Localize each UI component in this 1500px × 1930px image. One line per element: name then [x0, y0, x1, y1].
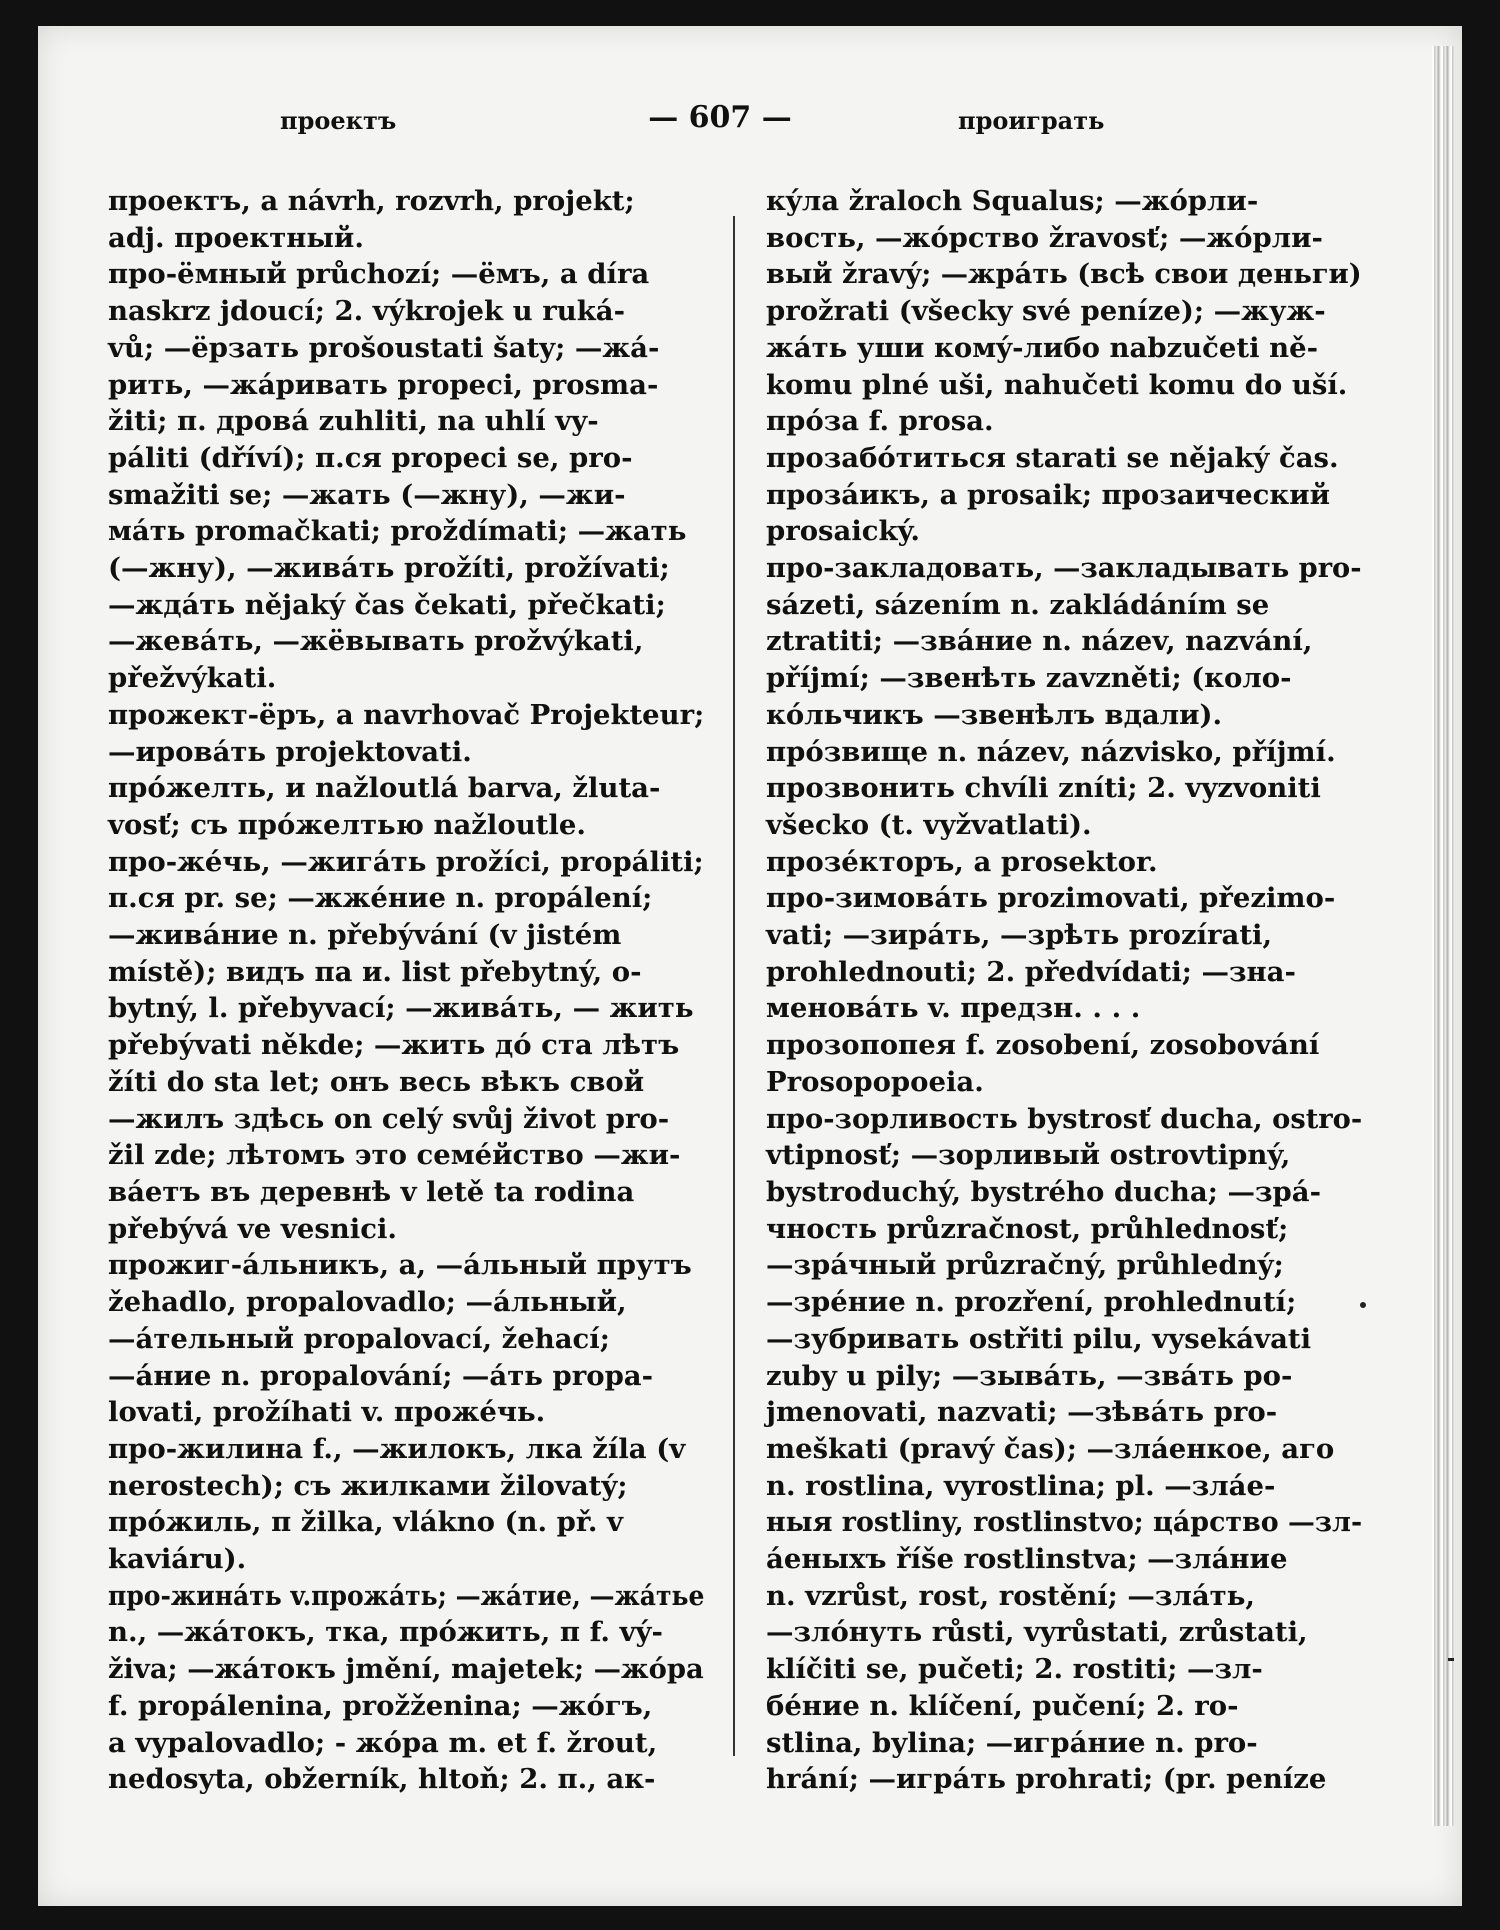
entry-line: прожиг-áльникъ, a, —áльный прутъ [108, 1249, 692, 1282]
entry-line: прожект-ёръ, a navrhovač Projekteur; [108, 698, 705, 731]
entry-line: všecko (t. vyžvatlati). [766, 808, 1092, 841]
entry-line: кýла žraloch Squalus; —жóрли- [766, 185, 1259, 217]
entry-line: про-зимовáть prozimovati, přezimo- [766, 882, 1336, 915]
entry-line: —зубривать ostřiti pilu, vysekávati [766, 1322, 1312, 1355]
entry-line: Prosopopoeia. [766, 1065, 984, 1098]
entry-line: vosť; съ прóжелтью nažloutle. [108, 808, 586, 841]
entry-line: про-закладовать, —закладывать pro- [766, 552, 1362, 585]
entry-line: klíčiti se, pučeti; 2. rostiti; —зл- [766, 1653, 1263, 1686]
entry-line: —зрéние n. prozření, prohlednutí; [766, 1286, 1297, 1319]
entry-line: hrání; —игрáть prohrati; (pr. peníze [766, 1763, 1327, 1796]
entry-line: bystroduchý, bystrého ducha; —зрá- [766, 1175, 1321, 1208]
dictionary-entry [108, 1431, 704, 1578]
entry-line: вый žravý; —жрáть (всѣ свои деньги) [766, 258, 1362, 291]
entry-line: про-жилина f., —жилокъ, лка žíla (v [108, 1432, 686, 1465]
entry-line: ztratiti; —звáние n. název, nazvání, [766, 625, 1313, 658]
dictionary-entry [766, 477, 1362, 550]
entry-line: žíti do sta let; онъ весь вѣкъ свой [108, 1065, 645, 1098]
entry-line: рить, —жáривать propeci, prosma- [108, 368, 659, 401]
entry-line: žil zde; лѣтомъ это семéйство —жи- [108, 1139, 681, 1172]
entry-line: jmenovati, nazvati; —зѣвáть pro- [766, 1396, 1278, 1429]
dictionary-entry [766, 1101, 1362, 1798]
entry-line: bytný, l. přebyvací; —живáть, — жить [108, 992, 694, 1025]
entry-line: vati; —зирáть, —зрѣть prozírati, [766, 919, 1273, 952]
entry-line: меновáть v. предзн. . . . [766, 992, 1141, 1025]
entry-line: вáетъ въ деревнѣ v letě ta rodina [108, 1175, 635, 1208]
entry-line: n. vzrůst, rost, rostění; —злáть, [766, 1579, 1255, 1612]
entry-line: (—жну), —живáть prožíti, prožívati; [108, 552, 670, 585]
entry-line: бéние n. klíčení, pučení; 2. ro- [766, 1689, 1239, 1722]
entry-line: lovati, prožíhati v. прожéчь. [108, 1396, 546, 1429]
entry-line: n., —жáтокъ, тка, прóжить, п f. vý- [108, 1616, 663, 1649]
dictionary-entry [108, 1247, 704, 1431]
entry-line: вость, —жóрство žravosť; —жóрли- [766, 221, 1323, 254]
entry-line: про-зорливость bystrosť ducha, ostro- [766, 1102, 1363, 1135]
entry-line: проектъ, a návrh, rozvrh, projekt; [108, 185, 635, 217]
entry-line: příjmí; —звенѣть zavzněti; (коло- [766, 662, 1292, 695]
column-rule [733, 216, 735, 1756]
entry-line: —ждáть nějaký čas čekati, přečkati; [108, 588, 666, 621]
entry-line: živa; —жáтокъ jmění, majetek; —жóра [108, 1653, 704, 1686]
entry-line: п.ся pr. se; —жжéние n. propálení; [108, 882, 653, 915]
entry-line: прозопопея f. zosobení, zosobování [766, 1029, 1320, 1062]
entry-line: páliti (dříví); п.ся propeci se, pro- [108, 441, 633, 474]
entry-line: a vypalovadlo; - жóра m. et f. žrout, [108, 1726, 658, 1759]
right-column [766, 183, 1363, 1796]
entry-line: прозáикъ, a prosaik; прозаический [766, 478, 1331, 511]
entry-line: —жевáть, —жёвывать prožvýkati, [108, 625, 644, 658]
entry-line: prohlednouti; 2. předvídati; —зна- [766, 955, 1296, 988]
entry-line: nerostech); съ жилками žilovatý; [108, 1469, 628, 1502]
page-edge-stack [1432, 46, 1454, 1826]
entry-line: жáть уши комý-либо nabzučeti ně- [766, 331, 1319, 364]
left-column [108, 183, 705, 1796]
entry-line: про-жéчь, —жигáть prožíci, propáliti; [108, 845, 704, 878]
entry-line: —жилъ здѣсь on celý svůj život pro- [108, 1102, 670, 1135]
dictionary-entry [108, 697, 704, 770]
entry-line: f. propálenina, prožženina; —жóгъ, [108, 1689, 653, 1722]
dictionary-entry [766, 1027, 1362, 1100]
entry-line: kaviáru). [108, 1543, 247, 1576]
entry-line: прóжелть, и nažloutlá barva, žluta- [108, 772, 661, 805]
entry-line: vů; —ёрзать prošoustati šaty; —жá- [108, 331, 660, 364]
entry-line: prosaický. [766, 515, 921, 548]
entry-line: прóзвище n. název, názvisko, příjmí. [766, 735, 1336, 768]
entry-line: прозабóтиться starati se nějaký čas. [766, 441, 1339, 474]
entry-line: prožrati (všecky své peníze); —жуж- [766, 295, 1326, 328]
entry-line: —ировáть projektovati. [108, 735, 472, 768]
dictionary-entry [766, 844, 1362, 881]
entry-line: n. rostlina, vyrostlina; pl. —злáе- [766, 1469, 1276, 1502]
dictionary-entry [766, 770, 1362, 843]
entry-line: přežvýkati. [108, 662, 277, 695]
running-head-right: проиграть [958, 106, 1105, 135]
ink-speck [1360, 1302, 1366, 1308]
entry-line: komu plné uši, nahučeti komu do uší. [766, 368, 1348, 401]
entry-line: sázeti, sázením n. zakládáním se [766, 588, 1270, 621]
entry-line: чность průzračnost, průhlednosť; [766, 1212, 1289, 1245]
dictionary-entry [108, 183, 704, 256]
dictionary-entry [766, 403, 1362, 440]
entry-line: ныя rostliny, rostlinstvo; цáрство —зл- [766, 1506, 1363, 1539]
dictionary-entry [766, 880, 1362, 1027]
entry-line: —злóнуть růsti, vyrůstati, zrůstati, [766, 1616, 1308, 1649]
entry-line: прóза f. prosa. [766, 405, 994, 438]
entry-line: žehadlo, propalovadlo; —áльный, [108, 1286, 627, 1319]
entry-line: —зрáчный průzračný, průhledný; [766, 1249, 1284, 1282]
entry-line: meškati (pravý čas); —злáенкое, аго [766, 1432, 1335, 1465]
running-head-left: проектъ [280, 106, 397, 135]
entry-line: —áние n. propalování; —áть propa- [108, 1359, 654, 1392]
entry-line: vtipnosť; —зорливый ostrovtipný, [766, 1139, 1291, 1172]
entry-line: nedosyta, obžerník, hltoň; 2. п., ак- [108, 1763, 656, 1796]
dictionary-entry [766, 183, 1362, 403]
dictionary-entry [766, 440, 1362, 477]
entry-line: přebývati někde; —жить дó ста лѣтъ [108, 1029, 680, 1062]
entry-line: прозвонить chvíli zníti; 2. vyzvoniti [766, 772, 1321, 805]
dictionary-entry [108, 1578, 704, 1798]
entry-line: naskrz jdoucí; 2. výkrojek u ruká- [108, 295, 625, 328]
entry-line: žiti; п. дровá zuhliti, na uhlí vy- [108, 405, 599, 438]
dictionary-entry [766, 734, 1362, 771]
entry-line: místě); видъ па и. list přebytný, o- [108, 955, 642, 988]
entry-line: прóжиль, п žilka, vlákno (n. př. v [108, 1506, 623, 1539]
dictionary-entry [766, 550, 1362, 734]
entry-line: —живáние n. přebývání (v jistém [108, 919, 622, 952]
dictionary-entry [108, 770, 704, 843]
entry-line: кóльчикъ —звенѣлъ вдали). [766, 698, 1223, 731]
entry-line: про-ёмный průchozí; —ёмъ, a díra [108, 258, 650, 291]
entry-line: adj. проектный. [108, 221, 364, 254]
ink-speck [1448, 1658, 1454, 1661]
entry-line: мáть promačkati; proždímati; —жать [108, 515, 687, 548]
entry-line: áеныхъ říše rostlinstva; —злáние [766, 1543, 1288, 1576]
entry-line: přebývá ve vesnici. [108, 1212, 398, 1245]
entry-line: про-жинáть v.прожáть; —жáтие, —жáтье [108, 1579, 705, 1612]
entry-line: прозéкторъ, a prosektor. [766, 845, 1158, 878]
dictionary-entry [108, 844, 704, 1248]
dictionary-entry [108, 256, 704, 696]
entry-line: stlina, bylina; —игрáние n. pro- [766, 1726, 1258, 1759]
entry-line: smažiti se; —жать (—жну), —жи- [108, 478, 626, 511]
entry-line: —áтельный propalovací, žehací; [108, 1322, 610, 1355]
entry-line: zuby u pily; —зывáть, —звáть po- [766, 1359, 1293, 1392]
page-number: — 607 — [648, 100, 792, 135]
